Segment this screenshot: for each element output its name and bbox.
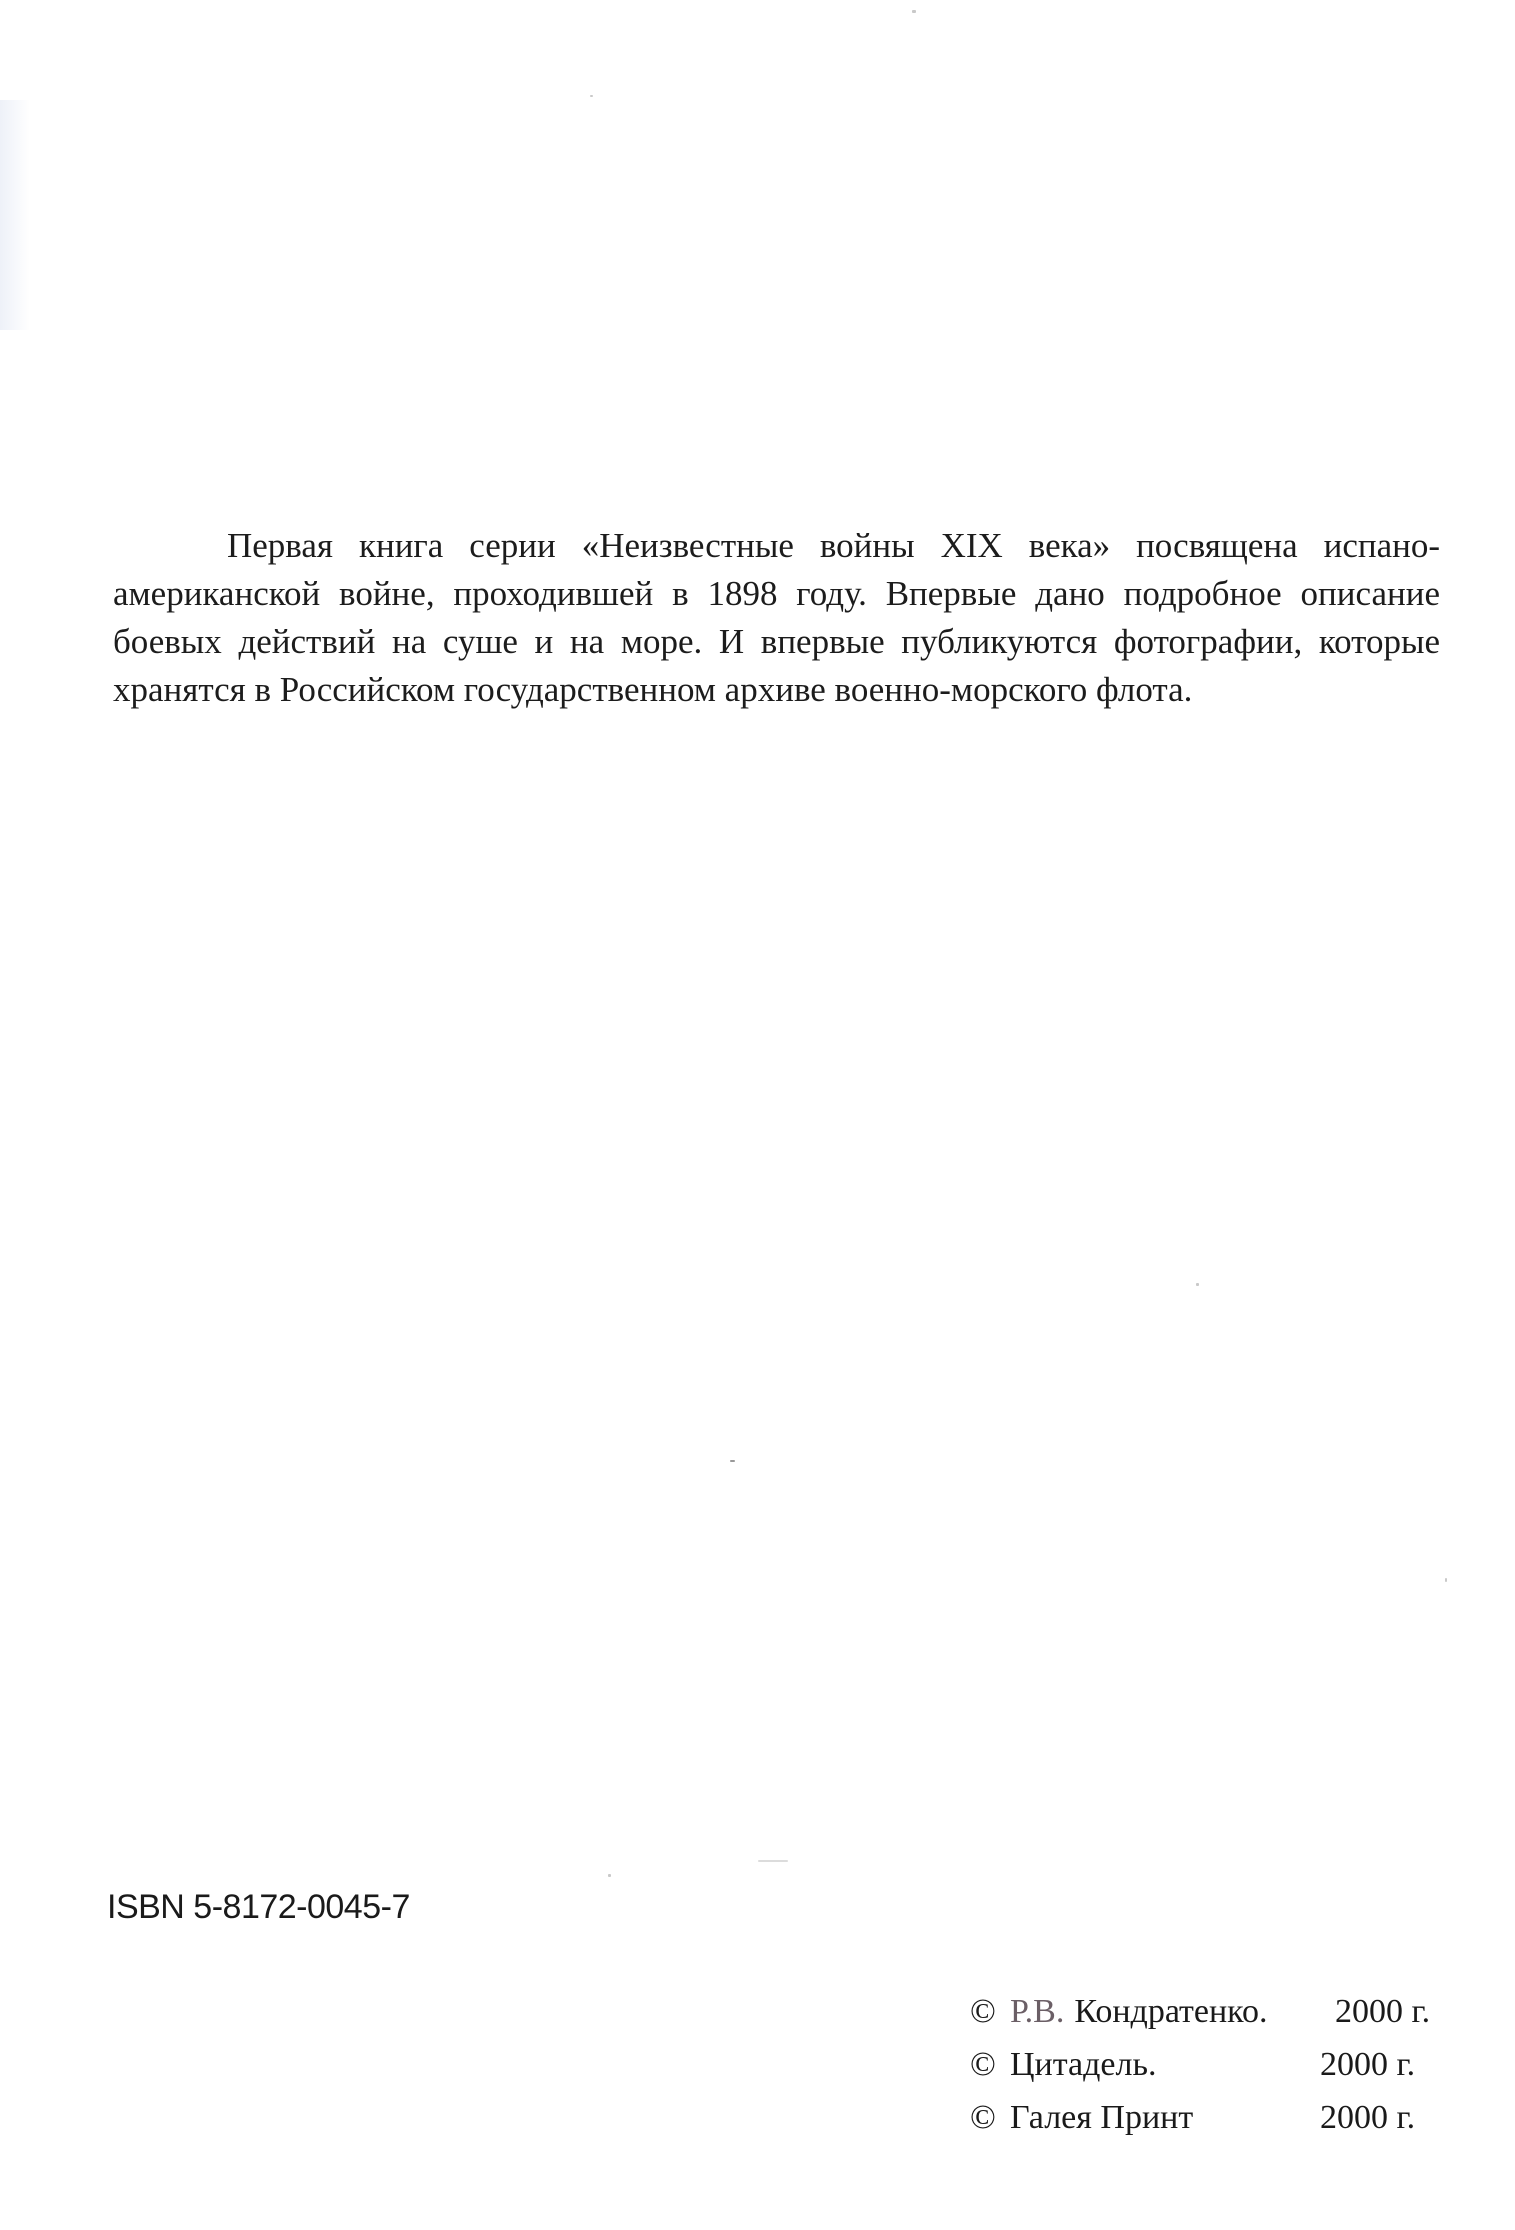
copyright-year: 2000 г. <box>1335 1993 1431 2030</box>
annotation-paragraph: Первая книга серии «Неизвестные войны XIX века» посвящена испано-американской войне, проходившей в 1898 году. Впервые дано подробное описание боевых действий на суше и на море. И впервые публикуются фотографии, которые хранятся в Российском государственном архиве военно-морского флота. <box>113 526 1440 709</box>
copyright-holder: Галея Принт <box>1010 2099 1194 2136</box>
copyright-line <box>970 2099 1450 2152</box>
copyright-sign: © <box>970 1993 996 2030</box>
copyright-holder: Кондратенко. <box>1074 1993 1268 2030</box>
isbn-number: ISBN 5-8172-0045-7 <box>107 1888 410 1926</box>
copyright-line <box>970 1993 1450 2046</box>
copyright-sign: © <box>970 2099 996 2136</box>
copyright-year: 2000 г. <box>1320 2099 1416 2136</box>
scan-speck <box>608 1874 611 1877</box>
copyright-line <box>970 2046 1450 2099</box>
scan-speck <box>758 1860 788 1862</box>
scan-speck <box>1196 1283 1199 1286</box>
copyright-block <box>970 1993 1450 2152</box>
book-annotation <box>113 522 1440 714</box>
scan-speck <box>912 10 916 13</box>
scan-speck <box>590 95 593 97</box>
copyright-year: 2000 г. <box>1320 2046 1416 2083</box>
scan-speck <box>730 1460 735 1462</box>
copyright-sign: © <box>970 2046 996 2083</box>
copyright-holder: Цитадель. <box>1010 2046 1157 2083</box>
scan-speck <box>1445 1578 1447 1582</box>
author-initials: Р.В. <box>1010 1993 1065 2030</box>
scan-edge-artifact <box>0 100 30 330</box>
